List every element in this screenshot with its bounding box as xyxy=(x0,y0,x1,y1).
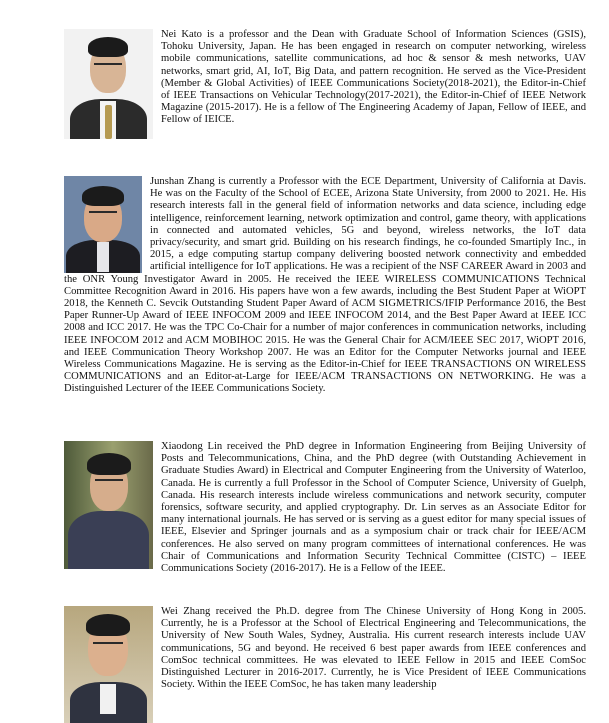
author-photo-xiaodong-lin xyxy=(64,441,153,569)
bio-text: Nei Kato is a professor and the Dean with Graduate School of Information Sciences (GSIS), Tohoku University, Japan. He has been engaged in research on computer networking, wireless mobile communications, satellite communications, ad hoc & sensor & mesh networks, UAV networks, smart grid, AI, IoT, Big Data, and pattern recognition. He served as the Vice-President (Member & Global Activities) of IEEE Communications Society(2018-2021), the Editor-in-Chief of IEEE Transactions on Vehicular Technology(2017-2021), the Editor-in-Chief of IEEE Network Magazine (2015-2017). He is a fellow of The Engineering Academy of Japan, Fellow of IEEE, and Fellow of IEICE. xyxy=(161,29,586,126)
bio-text: Wei Zhang received the Ph.D. degree from The Chinese University of Hong Kong in 2005. Currently, he is a Professor at the School of Electrical Engineering and Telecommunications, the University of New South Wales, Sydney, Australia. His current research interests include UAV communications, 5G and beyond. He received 6 best paper awards from IEEE conferences and ComSoc technical committees. He was elevated to IEEE Fellow in 2015 and IEEE ComSoc Distinguished Lecturer in 2016-2017. Currently, he is Vice President of IEEE Communications Society. Within the IEEE ComSoc, he has taken many leadership xyxy=(161,606,586,691)
author-photo-nei-kato xyxy=(64,29,153,139)
author-photo-junshan-zhang xyxy=(64,176,142,273)
bio-xiaodong-lin xyxy=(64,441,586,575)
bio-wei-zhang xyxy=(64,606,586,723)
bio-text: Xiaodong Lin received the PhD degree in Information Engineering from Beijing University of Posts and Telecommunications, China, and the PhD degree (with Outstanding Achievement in Graduate Studies Award) in Electrical and Computer Engineering from the University of Waterloo, Canada. He is currently a full Professor in the School of Computer Science, University of Guelph, Canada. His research interests include wireless communications and network security, computer forensics, software security, and applied cryptography. Dr. Lin serves as an Associate Editor for many international journals. He has served or is serving as a guest editor for many special issues of IEEE, Elsevier and Springer journals and as a symposium chair or track chair for IEEE/ACM conferences. He also served on many program committees of international conferences. He was Chair of Communications and Information Security Technical Committee (CISTC) – IEEE Communications Society (2016-2017). He is a Fellow of the IEEE. xyxy=(161,441,586,575)
bio-text: Junshan Zhang is currently a Professor with the ECE Department, University of California at Davis. He was on the Faculty of the School of ECEE, Arizona State University, from 2000 to 2021. He. His research interests fall in the general field of information networks and data science, including edge intelligence, reinforcement learning, network optimization and control, game theory, with applications in connected and automated vehicles, 5G and beyond, wireless networks, the IoT data privacy/security, and smart grid. Building on his research findings, he co-founded Smartiply Inc., in 2015, a edge computing startup company delivering boosted network connectivity and embedded artificial intelligence for IoT applications. He was a recipient of the NSF CAREER Award in 2003 and the ONR Young Investigator Award in 2005. He received the IEEE WIRELESS COMMUNICATIONS Technical Committee Recognition Award in 2016. His papers have won a few awards, including the Best Student Paper at WiOPT 2018, the Kenneth C. Sevcik Outstanding Student Paper Award of ACM SIGMETRICS/IFIP Performance 2016, the Best Paper Runner-Up Award of IEEE INFOCOM 2009 and IEEE INFOCOM 2014, and the Best Paper Award at IEEE ICC 2008 and ICC 2017. He was the TPC Co-Chair for a number of major conferences in communication networks, including IEEE INFOCOM 2012 and ACM MOBIHOC 2015. He was the General Chair for ACM/IEEE SEC 2017, WiOPT 2016, and IEEE Communication Theory Workshop 2007. He was an Editor for the Computer Networks journal and IEEE Wireless Communications Magazine. He is serving as the Editor-in-Chief for IEEE TRANSACTIONS ON WIRELESS COMMUNICATIONS and an Editor-at-Large for IEEE/ACM TRANSACTIONS ON NETWORKING. He was a Distinguished Lecturer of the IEEE Communications Society. xyxy=(64,176,586,395)
bio-nei-kato xyxy=(64,29,586,139)
bio-junshan-zhang xyxy=(64,176,586,396)
author-photo-wei-zhang xyxy=(64,606,153,723)
